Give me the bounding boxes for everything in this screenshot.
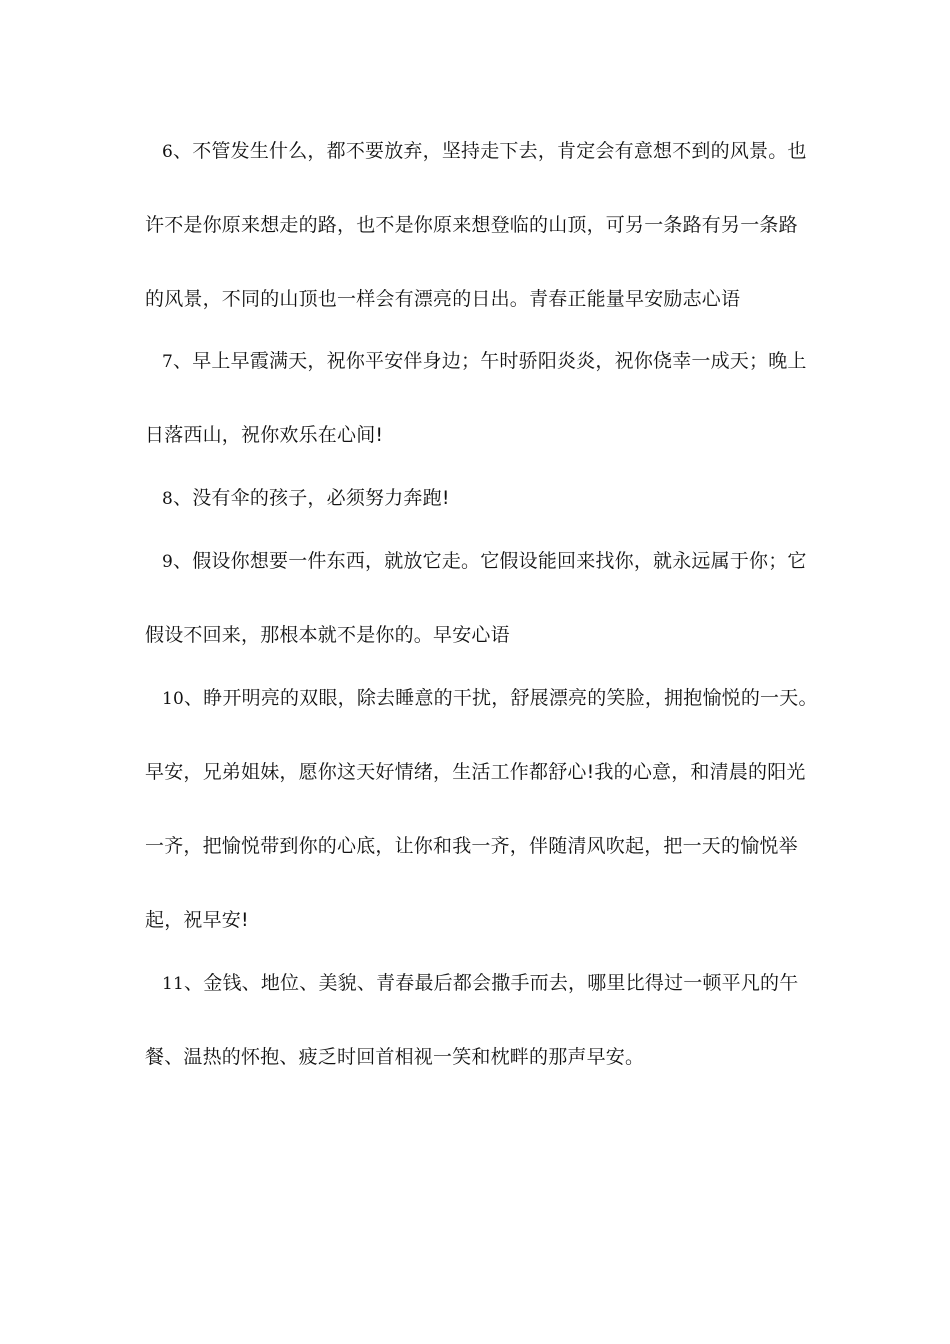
item-text: 、没有伞的孩子，必须努力奔跑! [173, 487, 450, 509]
item-text: 、早上早霞满天，祝你平安伴身边；午时骄阳炎炎，祝你侥幸一成天；晚上 [173, 350, 807, 372]
item-7-line-2: 日落西山，祝你欢乐在心间! [145, 424, 384, 446]
item-number: 9 [162, 552, 174, 572]
item-number: 7 [162, 352, 174, 372]
item-number: 10 [162, 689, 185, 709]
item-text: 、不管发生什么，都不要放弃，坚持走下去，肯定会有意想不到的风景。也 [173, 140, 807, 162]
item-number: 6 [162, 142, 174, 162]
item-text: 、金钱、地位、美貌、青春最后都会撒手而去，哪里比得过一顿平凡的午 [184, 972, 799, 994]
item-8-line-1 [162, 485, 810, 512]
item-10-line-3: 一齐，把愉悦带到你的心底，让你和我一齐，伴随清风吹起，把一天的愉悦举 [145, 835, 798, 857]
item-text: 、假设你想要一件东西，就放它走。它假设能回来找你，就永远属于你；它 [173, 550, 807, 572]
item-11-line-1 [162, 970, 810, 997]
item-10-line-4: 起，祝早安! [145, 909, 249, 931]
item-9-line-1 [162, 548, 810, 575]
item-6-line-3: 的风景，不同的山顶也一样会有漂亮的日出。青春正能量早安励志心语 [145, 288, 741, 310]
item-text: 、睁开明亮的双眼，除去睡意的干扰，舒展漂亮的笑脸，拥抱愉悦的一天。 [184, 687, 818, 709]
item-11-line-2: 餐、温热的怀抱、疲乏时回首相视一笑和枕畔的那声早安。 [145, 1046, 645, 1068]
item-7-line-1 [162, 348, 810, 375]
item-6-line-1 [162, 138, 810, 165]
item-9-line-2: 假设不回来，那根本就不是你的。早安心语 [145, 624, 510, 646]
item-10-line-1 [162, 685, 818, 712]
item-6-line-2: 许不是你原来想走的路，也不是你原来想登临的山顶，可另一条路有另一条路 [145, 214, 798, 236]
item-number: 11 [162, 974, 185, 994]
item-10-line-2: 早安，兄弟姐妹，愿你这天好情绪，生活工作都舒心!我的心意，和清晨的阳光 [145, 761, 806, 783]
item-number: 8 [162, 489, 174, 509]
